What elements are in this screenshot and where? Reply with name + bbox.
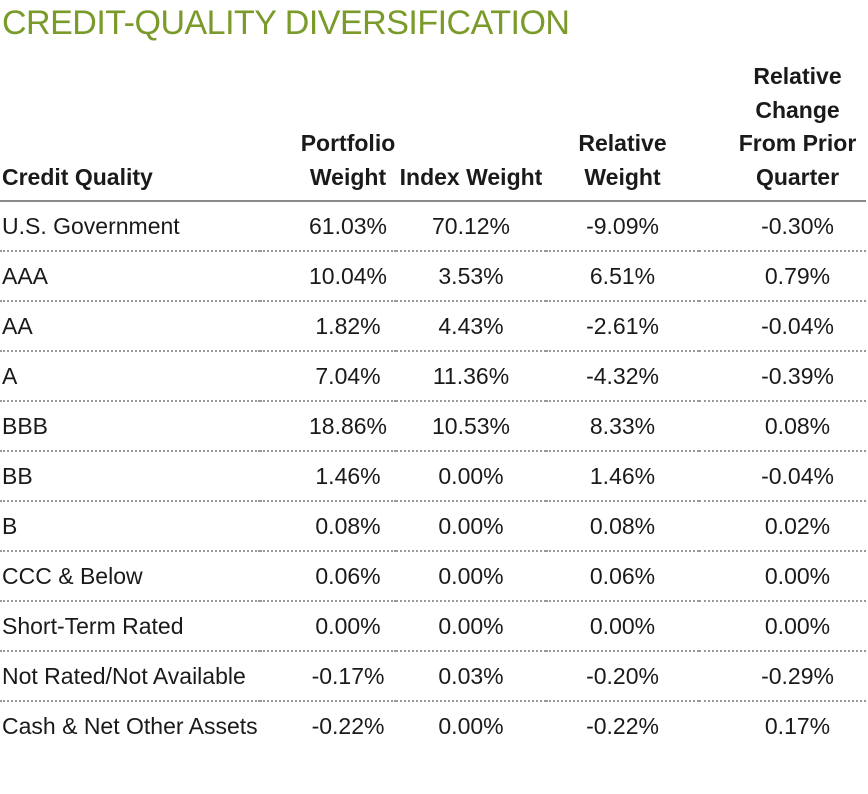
column-header-relative-change: Relative Change From Prior Quarter — [699, 60, 866, 201]
cell-portfolio-weight: 10.04% — [260, 251, 396, 301]
table-row — [0, 401, 866, 451]
cell-relative-change: 0.02% — [699, 501, 866, 551]
cell-relative-change: -0.39% — [699, 351, 866, 401]
cell-relative-weight: 0.00% — [546, 601, 699, 651]
table-row — [0, 201, 866, 251]
cell-credit-quality: A — [0, 351, 260, 401]
cell-relative-change: 0.17% — [764, 713, 831, 739]
table-row — [0, 651, 866, 701]
cell-credit-quality: BB — [0, 451, 260, 501]
cell-portfolio-weight: -0.17% — [260, 651, 396, 701]
column-header-relative-weight: Relative Weight — [546, 60, 699, 201]
cell-index-weight: 0.00% — [396, 501, 546, 551]
cell-relative-change: -0.04% — [699, 451, 866, 501]
cell-index-weight: 0.00% — [396, 451, 546, 501]
cell-credit-quality: B — [0, 501, 260, 551]
cell-relative-weight: -0.22% — [586, 713, 659, 739]
cell-relative-weight: -2.61% — [546, 301, 699, 351]
cell-portfolio-weight: 0.00% — [260, 601, 396, 651]
cell-portfolio-weight: 7.04% — [260, 351, 396, 401]
cell-relative-change: -0.30% — [699, 201, 866, 251]
cell-relative-change: 0.00% — [699, 601, 866, 651]
cell-relative-weight: 0.08% — [546, 501, 699, 551]
column-header-index-weight: Index Weight — [396, 60, 546, 201]
cell-credit-quality: AAA — [0, 251, 260, 301]
cell-index-weight: 0.00% — [438, 713, 504, 739]
table-row — [0, 501, 866, 551]
cell-portfolio-weight: 0.08% — [260, 501, 396, 551]
cell-relative-change: 0.00% — [699, 551, 866, 601]
table-row — [0, 251, 866, 301]
cell-index-weight: 0.00% — [396, 601, 546, 651]
cell-relative-weight: -0.20% — [546, 651, 699, 701]
cell-index-weight: 3.53% — [396, 251, 546, 301]
cell-credit-quality: CCC & Below — [0, 551, 260, 601]
cell-index-weight: 70.12% — [396, 201, 546, 251]
table-row — [0, 301, 866, 351]
cell-relative-weight: 6.51% — [546, 251, 699, 301]
table-row — [0, 701, 866, 750]
cell-credit-quality: Not Rated/Not Available — [0, 651, 260, 701]
column-header-credit-quality: Credit Quality — [0, 60, 260, 201]
cell-relative-weight: -9.09% — [546, 201, 699, 251]
cell-index-weight: 4.43% — [396, 301, 546, 351]
cell-credit-quality: AA — [0, 301, 260, 351]
credit-quality-table — [0, 60, 866, 750]
cell-portfolio-weight: 1.82% — [260, 301, 396, 351]
page-title: CREDIT-QUALITY DIVERSIFICATION — [2, 4, 570, 42]
cell-portfolio-weight: -0.22% — [311, 713, 385, 739]
column-header-portfolio-weight: Portfolio Weight — [260, 60, 396, 201]
cell-credit-quality: BBB — [0, 401, 260, 451]
cell-relative-weight: 1.46% — [546, 451, 699, 501]
cell-relative-weight: -4.32% — [546, 351, 699, 401]
cell-relative-change: 0.79% — [699, 251, 866, 301]
cell-relative-change: -0.29% — [699, 651, 866, 701]
cell-portfolio-weight: 0.06% — [260, 551, 396, 601]
table-row — [0, 551, 866, 601]
table-row — [0, 351, 866, 401]
cell-index-weight: 10.53% — [396, 401, 546, 451]
cell-credit-quality: Short-Term Rated — [0, 601, 260, 651]
cell-credit-quality: Cash & Net Other Assets — [2, 713, 258, 739]
cell-portfolio-weight: 18.86% — [260, 401, 396, 451]
cell-index-weight: 0.03% — [396, 651, 546, 701]
cell-portfolio-weight: 61.03% — [260, 201, 396, 251]
cell-index-weight: 0.00% — [396, 551, 546, 601]
table-row — [0, 451, 866, 501]
table-body — [0, 201, 866, 750]
header-row — [0, 60, 866, 201]
cell-portfolio-weight: 1.46% — [260, 451, 396, 501]
cell-credit-quality: U.S. Government — [0, 201, 260, 251]
cell-relative-change: 0.08% — [699, 401, 866, 451]
table-row — [0, 601, 866, 651]
cell-relative-weight: 8.33% — [546, 401, 699, 451]
cell-relative-change: -0.04% — [699, 301, 866, 351]
cell-relative-weight: 0.06% — [546, 551, 699, 601]
cell-index-weight: 11.36% — [396, 351, 546, 401]
